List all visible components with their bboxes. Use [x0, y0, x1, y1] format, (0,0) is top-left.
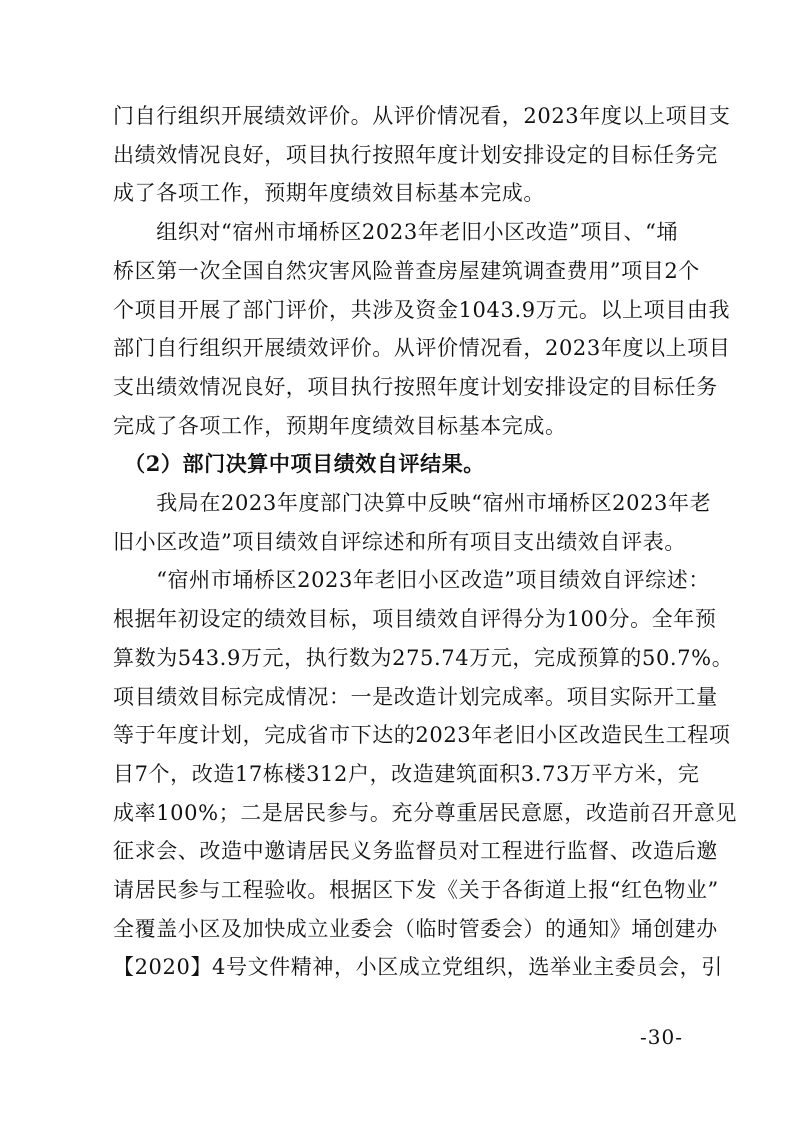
paragraph-3 — [113, 484, 712, 561]
text-line: 个项目开展了部门评价，共涉及资金1043.9万元。以上项目由我 — [113, 297, 731, 322]
text-line: 目7个，改造17栋楼312户，改造建筑面积3.73万平方米，完 — [113, 761, 700, 786]
text-segment: 成率100%； — [113, 800, 241, 825]
text-segment: 。项目实际开工量 — [545, 684, 718, 709]
paragraph-summary — [113, 561, 738, 987]
text-line: 我局在2023年度部门决算中反映“宿州市埇桥区2023年老 — [113, 491, 712, 516]
emphasis-text: 一是改造计划完成率 — [350, 684, 546, 709]
section-heading: （2）部门决算中项目绩效自评结果。 — [113, 451, 485, 477]
emphasis-text: 二是居民参与 — [240, 800, 370, 825]
text-line: 完成了各项工作，预期年度绩效目标基本完成。 — [113, 413, 567, 438]
text-line — [113, 794, 738, 833]
text-line: 门自行组织开展绩效评价。从评价情况看，2023年度以上项目支 — [113, 104, 731, 128]
text-line: 出绩效情况良好，项目执行按照年度计划安排设定的目标任务完 — [113, 142, 718, 167]
text-line: “宿州市埇桥区2023年老旧小区改造”项目绩效自评综述： — [113, 568, 710, 593]
text-line: 组织对“宿州市埇桥区2023年老旧小区改造”项目、“埇 — [113, 220, 679, 245]
text-line: 全覆盖小区及加快成立业委会（临时管委会）的通知》埇创建办 — [113, 916, 718, 941]
paragraph-2 — [113, 213, 731, 445]
text-line: 旧小区改造”项目绩效自评综述和所有项目支出绩效自评表。 — [113, 529, 686, 554]
text-segment: 项目绩效目标完成情况： — [113, 684, 351, 709]
text-segment: 。充分尊重居民意愿，改造前召开意见 — [369, 800, 738, 825]
text-line: 【2020】4号文件精神，小区成立党组织，选举业主委员会，引 — [113, 955, 723, 980]
page-number: -30- — [640, 1025, 683, 1049]
text-line: 等于年度计划，完成省市下达的2023年老旧小区改造民生工程项 — [113, 723, 731, 748]
text-line: 请居民参与工程验收。根据区下发《关于各街道上报“红色物业” — [113, 878, 719, 903]
text-line: 征求会、改造中邀请居民义务监督员对工程进行监督、改造后邀 — [113, 839, 718, 864]
text-line: 算数为543.9万元，执行数为275.74万元，完成预算的50.7%。 — [113, 645, 734, 670]
text-line: 成了各项工作，预期年度绩效目标基本完成。 — [113, 181, 545, 206]
text-line: 部门自行组织开展绩效评价。从评价情况看，2023年度以上项目 — [113, 336, 731, 361]
text-line — [113, 678, 718, 717]
text-line: 根据年初设定的绩效目标，项目绩效自评得分为100分。全年预 — [113, 607, 717, 632]
text-line: 桥区第一次全国自然灾害风险普查房屋建筑调查费用”项目2个 — [113, 258, 700, 283]
document-body — [113, 97, 738, 987]
paragraph-1 — [113, 97, 731, 213]
text-line: 支出绩效情况良好，项目执行按照年度计划安排设定的目标任务 — [113, 374, 718, 399]
